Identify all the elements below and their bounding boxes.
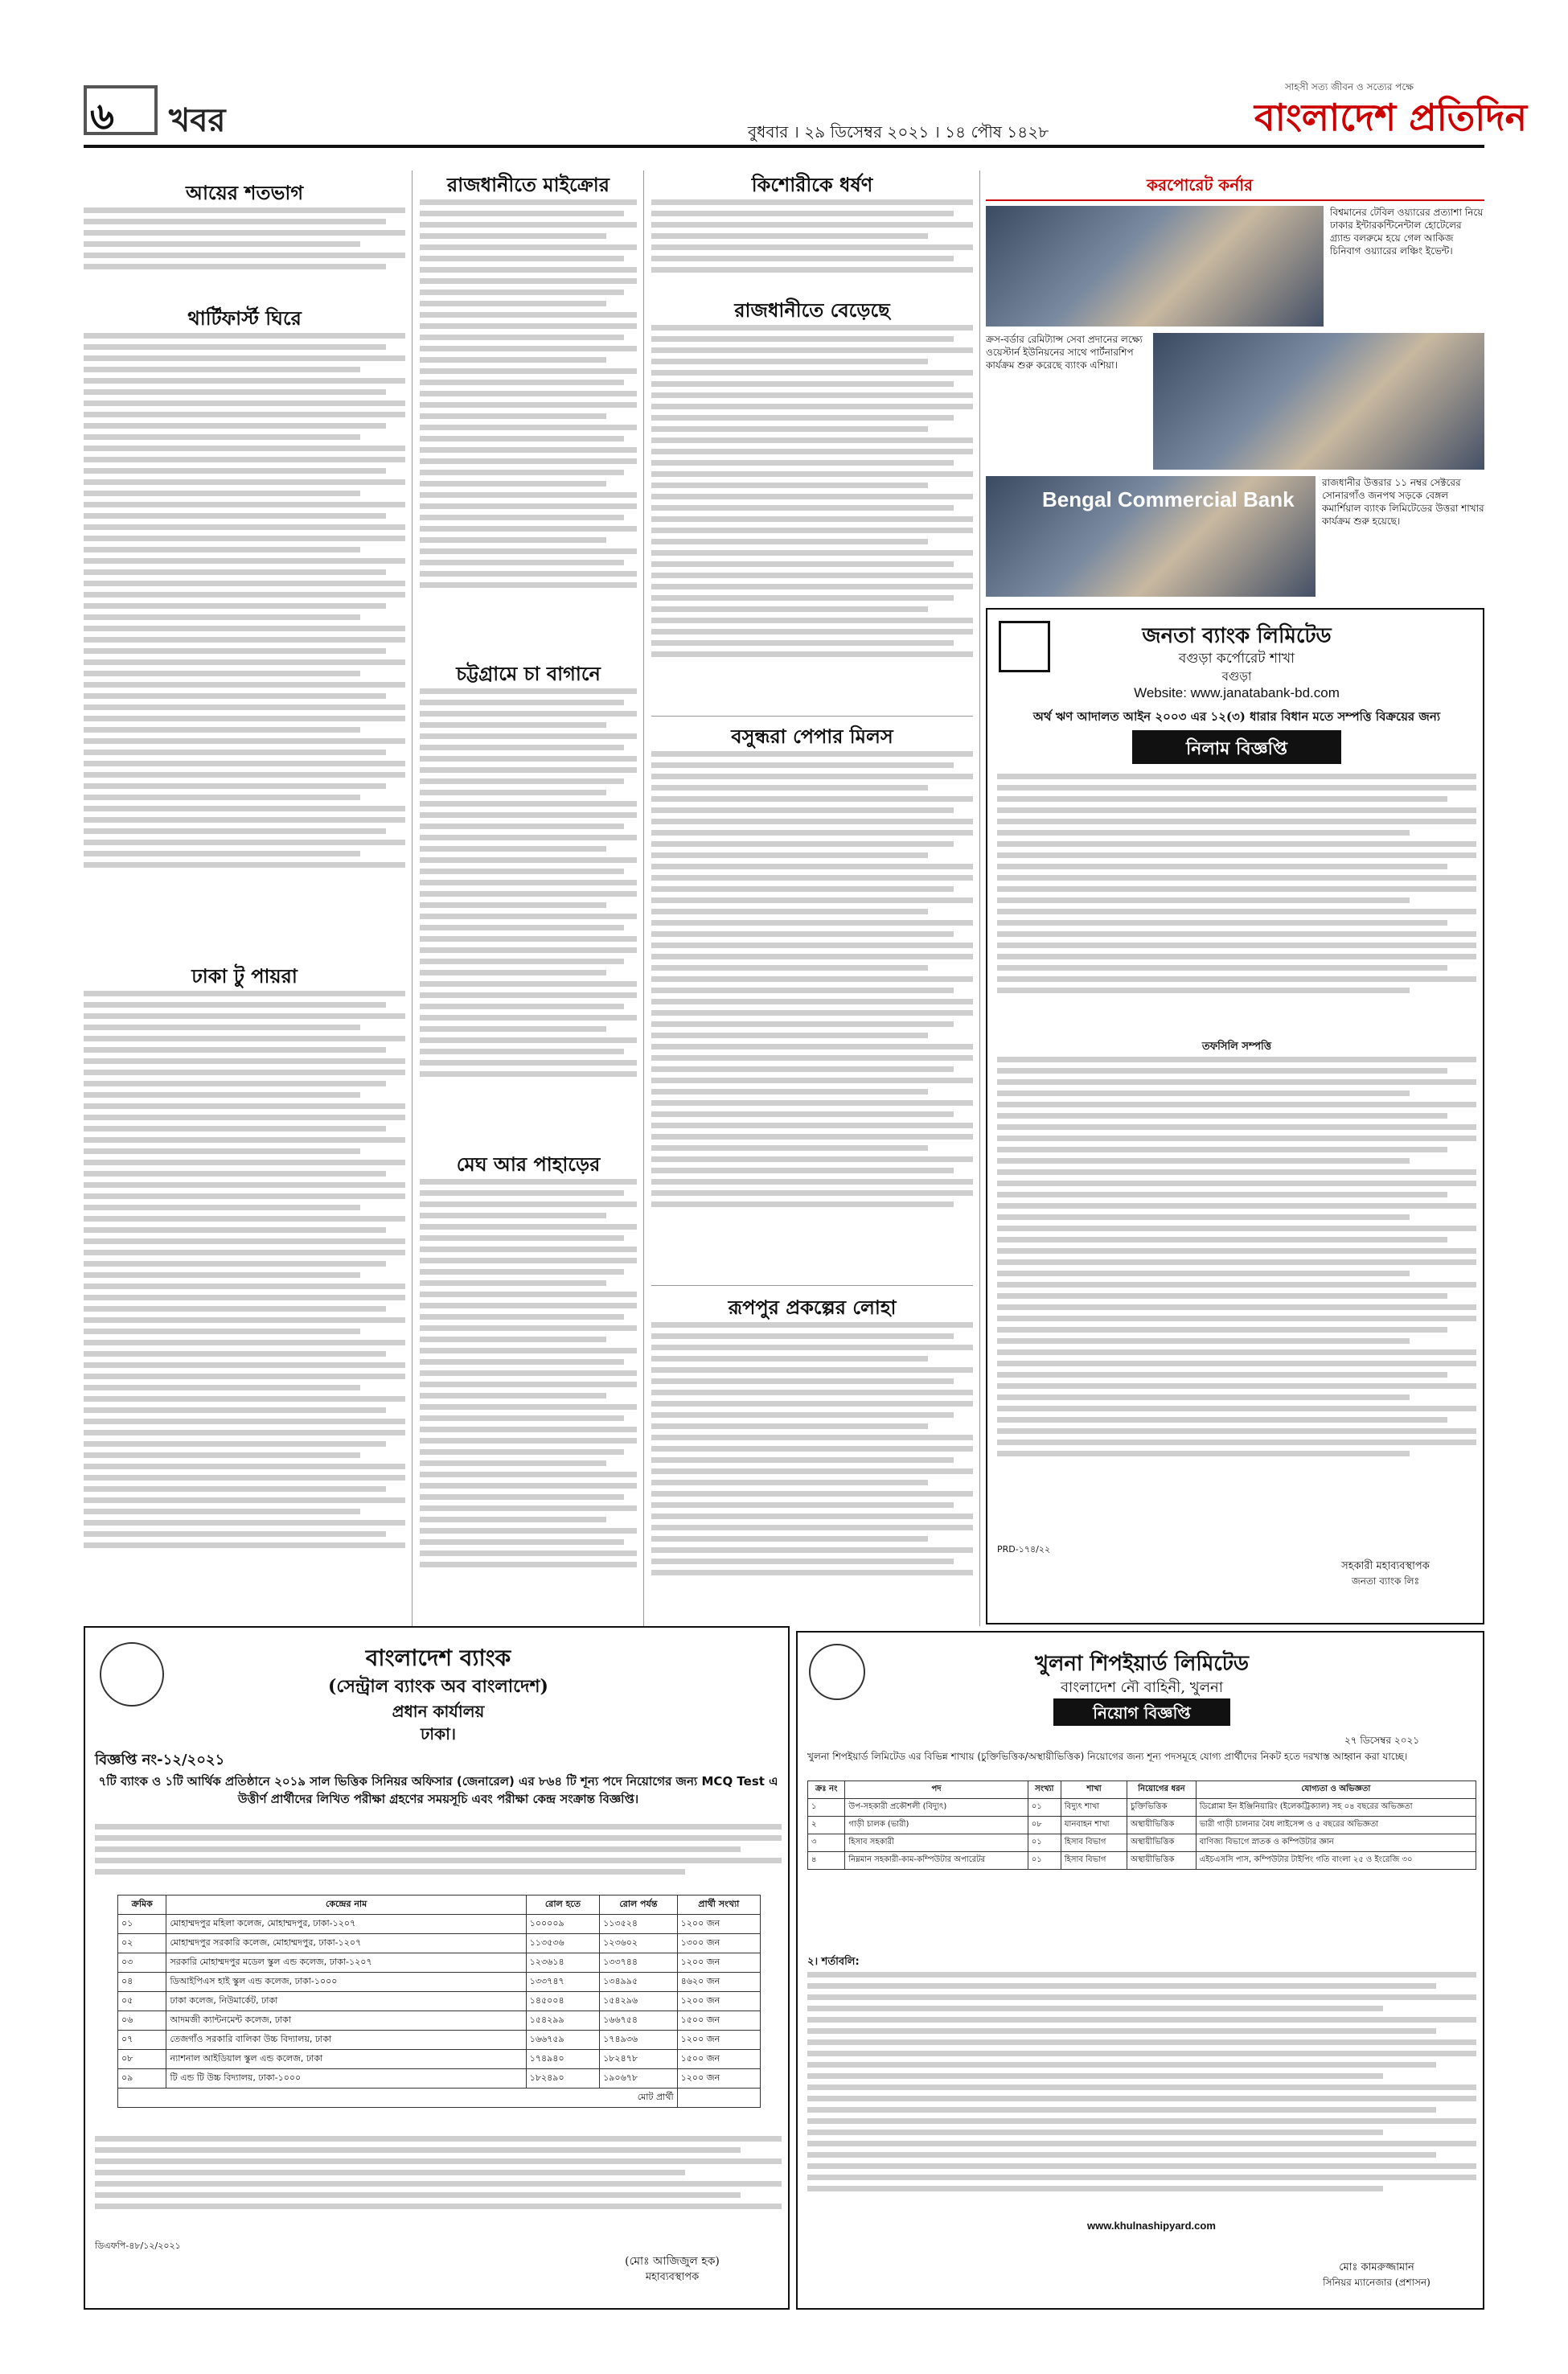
table-total-row <box>118 2089 761 2108</box>
cell: আদমজী ক্যান্টনমেন্ট কলেজ, ঢাকা <box>166 2011 526 2031</box>
cell: ১২৩৬০২ <box>600 1934 677 1953</box>
cell: ১৫৪২৯৬ <box>600 1992 677 2011</box>
col-serial: ক্রঃ নং <box>808 1781 845 1799</box>
table-row <box>118 1953 761 1973</box>
cell: ১৫৪২৯৯ <box>526 2011 599 2031</box>
ad-office: প্রধান কার্যালয় <box>392 1702 485 1721</box>
cell: যানবাহন শাখা <box>1061 1817 1127 1834</box>
table-row <box>118 2050 761 2069</box>
cell: অস্থায়ীভিত্তিক <box>1127 1817 1197 1834</box>
cell: ১৫০০ জন <box>677 2011 760 2031</box>
ad-subtitle: বাংলাদেশ নৌ বাহিনী, খুলনা <box>1061 1679 1223 1696</box>
col-center: কেন্দ্রের নাম <box>166 1896 526 1915</box>
cell: ০১ <box>1028 1799 1061 1817</box>
cell: ১৬৬৭৫৪ <box>600 2011 677 2031</box>
table-row <box>808 1834 1476 1852</box>
table-row <box>808 1799 1476 1817</box>
cell: টি এন্ড টি উচ্চ বিদ্যালয়, ঢাকা-১০০০ <box>166 2069 526 2089</box>
table-row <box>118 1915 761 1934</box>
section-title: খবর <box>169 101 226 139</box>
cell: ১৫০০ জন <box>677 2050 760 2069</box>
article-body <box>651 199 973 288</box>
cell <box>677 2089 760 2108</box>
cell: ০৮ <box>118 2050 166 2069</box>
ad-body <box>95 1824 782 1888</box>
ad-conditions <box>807 1972 1476 2213</box>
col-post: পদ <box>845 1781 1028 1799</box>
signer-name: মোঃ কামরুজ্জামান <box>1339 2261 1414 2273</box>
cell: ১২০০ জন <box>677 2069 760 2089</box>
cell: মোহাম্মদপুর মহিলা কলেজ, মোহাম্মদপুর, ঢাকা-১২০৭ <box>166 1915 526 1934</box>
ad-intro: খুলনা শিপইয়ার্ড লিমিটেড এর বিভিন্ন শাখায় (চুক্তিভিত্তিক/অস্থায়ীভিত্তিক) নিয়োগের জন্য শূন্য পদসমূহে যোগ্য প্রার্থীদের নিকট হতে দরখাস্ত আহ্বান করা যাচ্ছে। <box>807 1751 1408 1762</box>
ad-title: খুলনা শিপইয়ার্ড লিমিটেড <box>1034 1652 1250 1676</box>
table-header-row <box>808 1781 1476 1799</box>
cell: ডিআইপিএস হাই স্কুল এন্ড কলেজ, ঢাকা-১০০০ <box>166 1973 526 1992</box>
cell: ৩ <box>808 1834 845 1852</box>
khulna-shipyard-ad <box>796 1631 1484 2310</box>
cell: ১৭৪৯৩৬ <box>600 2031 677 2050</box>
signer-name: (মোঃ আজিজুল হক) <box>625 2255 720 2268</box>
article-body <box>420 688 637 1139</box>
table-row <box>808 1817 1476 1834</box>
cell: ১৮২৪৯০ <box>526 2069 599 2089</box>
table-row <box>118 1934 761 1953</box>
divider <box>651 1285 973 1286</box>
notice-label: নিয়োগ বিজ্ঞপ্তি <box>1093 1703 1191 1723</box>
ad-city: বগুড়া <box>1221 669 1252 684</box>
schedule-title: তফসিলি সম্পত্তি <box>1201 1041 1272 1053</box>
page-number: ৬ <box>90 94 114 138</box>
exam-center-table <box>117 1895 761 2108</box>
col-count: সংখ্যা <box>1028 1781 1061 1799</box>
ad-ref: PRD-১৭৪/২২ <box>997 1544 1051 1555</box>
ad-subtitle: (সেন্ট্রাল ব্যাংক অব বাংলাদেশ) <box>328 1676 548 1697</box>
table-header-row <box>118 1896 761 1915</box>
cell: হিসাব সহকারী <box>845 1834 1028 1852</box>
cell: ৪৬২০ জন <box>677 1973 760 1992</box>
col-roll-from: রোল হতে <box>526 1896 599 1915</box>
ad-website[interactable]: Website: www.janatabank-bd.com <box>1134 685 1340 700</box>
janata-bank-ad <box>986 608 1484 1624</box>
bangladesh-bank-ad <box>84 1626 790 2310</box>
cell: বিদ্যুৎ শাখা <box>1061 1799 1127 1817</box>
cell: অস্থায়ীভিত্তিক <box>1127 1834 1197 1852</box>
cell: ঢাকা কলেজ, নিউমার্কেট, ঢাকা <box>166 1992 526 2011</box>
header-rule <box>84 145 1484 148</box>
cell: ১৯০৬৭৮ <box>600 2069 677 2089</box>
banner-text: Bengal Commercial Bank <box>1042 487 1295 511</box>
cell: ০৬ <box>118 2011 166 2031</box>
article-title: রাজধানীতে বেড়েছে <box>734 298 890 322</box>
corporate-photo <box>986 476 1316 597</box>
col-branch: শাখা <box>1061 1781 1127 1799</box>
ad-city: ঢাকা। <box>420 1724 457 1744</box>
table-row <box>118 1992 761 2011</box>
ad-title: বাংলাদেশ ব্যাংক <box>365 1645 511 1671</box>
article-body <box>651 325 973 711</box>
ad-branch: বগুড়া কর্পোরেট শাখা <box>1178 651 1295 667</box>
col-qualification: যোগ্যতা ও অভিজ্ঞতা <box>1196 1781 1476 1799</box>
ad-notes <box>95 2136 782 2224</box>
article-title: মেঘ আর পাহাড়ের <box>456 1152 601 1176</box>
corporate-photo <box>986 206 1324 327</box>
vacancy-table <box>807 1780 1476 1870</box>
ad-body <box>997 774 1476 1031</box>
cell: অস্থায়ীভিত্তিক <box>1127 1852 1197 1870</box>
cell: ০৪ <box>118 1973 166 1992</box>
ad-headline: ৭টি ব্যাংক ও ১টি আর্থিক প্রতিষ্ঠানে ২০১৯ সাল ভিত্তিক সিনিয়র অফিসার (জেনারেল) এর ৮৬৪ টি শূন্য পদে নিয়োগের জন্য MCQ Test এ উত্তীর্ণ প্রার্থীদের লিখিত পরীক্ষা গ্রহণের সময়সূচি এবং পরীক্ষা কেন্দ্র সংক্রান্ত বিজ্ঞপ্তি। <box>98 1774 778 1806</box>
photo-caption: বিশ্বমানের টেবিল ওয়্যারের প্রত্যাশা নিয়ে ঢাকার ইন্টারকন্টিনেন্টাল হোটেলের গ্র্যান্ড বলরুমে হয়ে গেল আকিজ চিনিবাগ ওয়্যারের লঞ্চিং ইভেন্ট। <box>1330 207 1484 257</box>
cell: মোহাম্মদপুর সরকারি কলেজ, মোহাম্মদপুর, ঢাকা-১২০৭ <box>166 1934 526 1953</box>
photo-caption: ক্রস-বর্ডার রেমিট্যান্স সেবা প্রদানের লক্ষ্যে ওয়েস্টার্ন ইউনিয়নের সাথে পার্টনারশিপ কার্যক্রম শুরু করেছে ব্যাংক এশিয়া। <box>986 334 1143 371</box>
signer-org: জনতা ব্যাংক লিঃ <box>1352 1575 1419 1587</box>
cell: ১৬৬৭৫৯ <box>526 2031 599 2050</box>
article-body <box>84 207 405 291</box>
table-row <box>118 2011 761 2031</box>
cell: উপ-সহকারী প্রকৌশলী (বিদ্যুৎ) <box>845 1799 1028 1817</box>
article-title: চট্টগ্রামে চা বাগানে <box>456 662 601 685</box>
cell: ১০০০০৯ <box>526 1915 599 1934</box>
cell: ১২০০ জন <box>677 1953 760 1973</box>
ad-terms <box>997 1057 1476 1523</box>
masthead-tagline: সাহসী সত্য জীবন ও সত্যের পক্ষে <box>1285 81 1414 92</box>
article-title: ঢাকা টু পায়রা <box>191 964 298 988</box>
article-body <box>420 1179 637 1629</box>
article-title: আয়ের শতভাগ <box>185 181 304 204</box>
total-label: মোট প্রার্থী <box>118 2089 678 2108</box>
article-title: রাজধানীতে মাইক্রোর <box>447 173 610 196</box>
signer-title: সিনিয়র ম্যানেজার (প্রশাসন) <box>1323 2277 1430 2288</box>
conditions-title: ২। শর্তাবলি: <box>807 1956 860 1968</box>
signer-title: সহকারী মহাব্যবস্থাপক <box>1341 1560 1430 1572</box>
cell: ২ <box>808 1817 845 1834</box>
column-divider <box>412 170 413 1626</box>
cell: হিসাব বিভাগ <box>1061 1834 1127 1852</box>
cell: ডিপ্লোমা ইন ইঞ্জিনিয়ারিং (ইলেকট্রিক্যাল) সহ ০৪ বছরের অভিজ্ঞতা <box>1196 1799 1476 1817</box>
article-title: বসুন্ধরা পেপার মিলস <box>731 725 893 748</box>
cell: বাণিজ্য বিভাগে স্নাতক ও কম্পিউটার জ্ঞান <box>1196 1834 1476 1852</box>
cell: ১৩৪৯৯৫ <box>600 1973 677 1992</box>
divider <box>651 716 973 717</box>
cell: ১৩৩৭৪৭ <box>526 1973 599 1992</box>
cell: ন্যাশনাল আইডিয়াল স্কুল এন্ড কলেজ, ঢাকা <box>166 2050 526 2069</box>
col-type: নিয়োগের ধরন <box>1127 1781 1197 1799</box>
cell: ০১ <box>1028 1834 1061 1852</box>
cell: ১২০০ জন <box>677 1915 760 1934</box>
cell: ০৫ <box>118 1992 166 2011</box>
col-roll-to: রোল পর্যন্ত <box>600 1896 677 1915</box>
cell: ০২ <box>118 1934 166 1953</box>
cell: ১ <box>808 1799 845 1817</box>
cell: ১২০০ জন <box>677 1992 760 2011</box>
article-body <box>651 751 973 1282</box>
cell: ভারী গাড়ী চালনার বৈধ লাইসেন্স ও ৫ বছরের অভিজ্ঞতা <box>1196 1817 1476 1834</box>
corporate-photo <box>1153 333 1484 470</box>
ad-title: জনতা ব্যাংক লিমিটেড <box>1142 624 1332 648</box>
article-title: থার্টিফার্স্ট ঘিরে <box>187 306 302 330</box>
cell: ০৮ <box>1028 1817 1061 1834</box>
cell: গাড়ী চালক (ভারী) <box>845 1817 1028 1834</box>
cell: ১৪৫০০৪ <box>526 1992 599 2011</box>
masthead: বাংলাদেশ প্রতিদিন <box>1254 96 1528 139</box>
notice-number: বিজ্ঞপ্তি নং-১২/২০২১ <box>95 1752 225 1768</box>
article-title: রূপপুর প্রকল্পের লোহা <box>728 1296 897 1319</box>
photo-caption: রাজধানীর উত্তরার ১১ নম্বর সেক্টরের সোনারগাঁও জনপথ সড়কে বেঙ্গল কমার্শিয়াল ব্যাংক লিমিটেডের উত্তরা শাখার কার্যক্রম শুরু হয়েছে। <box>1322 477 1484 527</box>
cell: ৪ <box>808 1852 845 1870</box>
ad-act: অর্থ ঋণ আদালত আইন ২০০৩ এর ১২(৩) ধারার বিধান মতে সম্পত্তি বিক্রয়ের জন্য <box>1032 709 1441 724</box>
cell: সরকারি মোহাম্মদপুর মডেল স্কুল এন্ড কলেজ, ঢাকা-১২০৭ <box>166 1953 526 1973</box>
cell: ১১৩৫৩৬ <box>526 1934 599 1953</box>
column-divider <box>643 170 644 1626</box>
table-row <box>118 1973 761 1992</box>
cell: ০১ <box>118 1915 166 1934</box>
col-serial: ক্রমিক <box>118 1896 166 1915</box>
article-title: কিশোরীকে ধর্ষণ <box>751 173 873 196</box>
dateline: বুধবার । ২৯ ডিসেম্বর ২০২১ । ১৪ পৌষ ১৪২৮ <box>748 122 1049 142</box>
cell: ০৭ <box>118 2031 166 2050</box>
corporate-corner-banner: করপোরেট কর্নার <box>1147 175 1254 195</box>
cell: ১৮২৪৭৮ <box>600 2050 677 2069</box>
table-row <box>118 2069 761 2089</box>
table-row <box>808 1852 1476 1870</box>
signer-title: মহাব্যবস্থাপক <box>645 2271 700 2283</box>
cell: ১১৩৫২৪ <box>600 1915 677 1934</box>
cell: ১৭৪৯৪০ <box>526 2050 599 2069</box>
cell: চুক্তিভিত্তিক <box>1127 1799 1197 1817</box>
cell: ০৩ <box>118 1953 166 1973</box>
ad-website[interactable]: www.khulnashipyard.com <box>1087 2220 1216 2232</box>
article-body <box>84 991 405 1618</box>
corporate-corner-header <box>986 170 1484 201</box>
cell: তেজগাঁও সরকারি বালিকা উচ্চ বিদ্যালয়, ঢাকা <box>166 2031 526 2050</box>
table-row <box>118 2031 761 2050</box>
cell: হিসাব বিভাগ <box>1061 1852 1127 1870</box>
cell: এইচএসসি পাস, কম্পিউটার টাইপিং গতি বাংলা ২৫ ও ইংরেজি ৩০ <box>1196 1852 1476 1870</box>
cell: নিম্নমান সহকারী-কাম-কম্পিউটার অপারেটর <box>845 1852 1028 1870</box>
column-divider <box>979 170 980 1626</box>
cell: ১২০০ জন <box>677 2031 760 2050</box>
article-body <box>84 333 405 952</box>
article-body <box>651 1322 973 1620</box>
article-body <box>420 199 637 650</box>
cell: ০১ <box>1028 1852 1061 1870</box>
notice-date: ২৭ ডিসেম্বর ২০২১ <box>1344 1735 1420 1746</box>
notice-label: নিলাম বিজ্ঞপ্তি <box>1185 738 1288 759</box>
cell: ১৩০০ জন <box>677 1934 760 1953</box>
cell: ১২৩৬১৪ <box>526 1953 599 1973</box>
col-count: প্রার্থী সংখ্যা <box>677 1896 760 1915</box>
ad-ref: ডিএফপি-৪৮/১২/২০২১ <box>95 2241 181 2251</box>
cell: ১৩৩৭৪৪ <box>600 1953 677 1973</box>
cell: ০৯ <box>118 2069 166 2089</box>
